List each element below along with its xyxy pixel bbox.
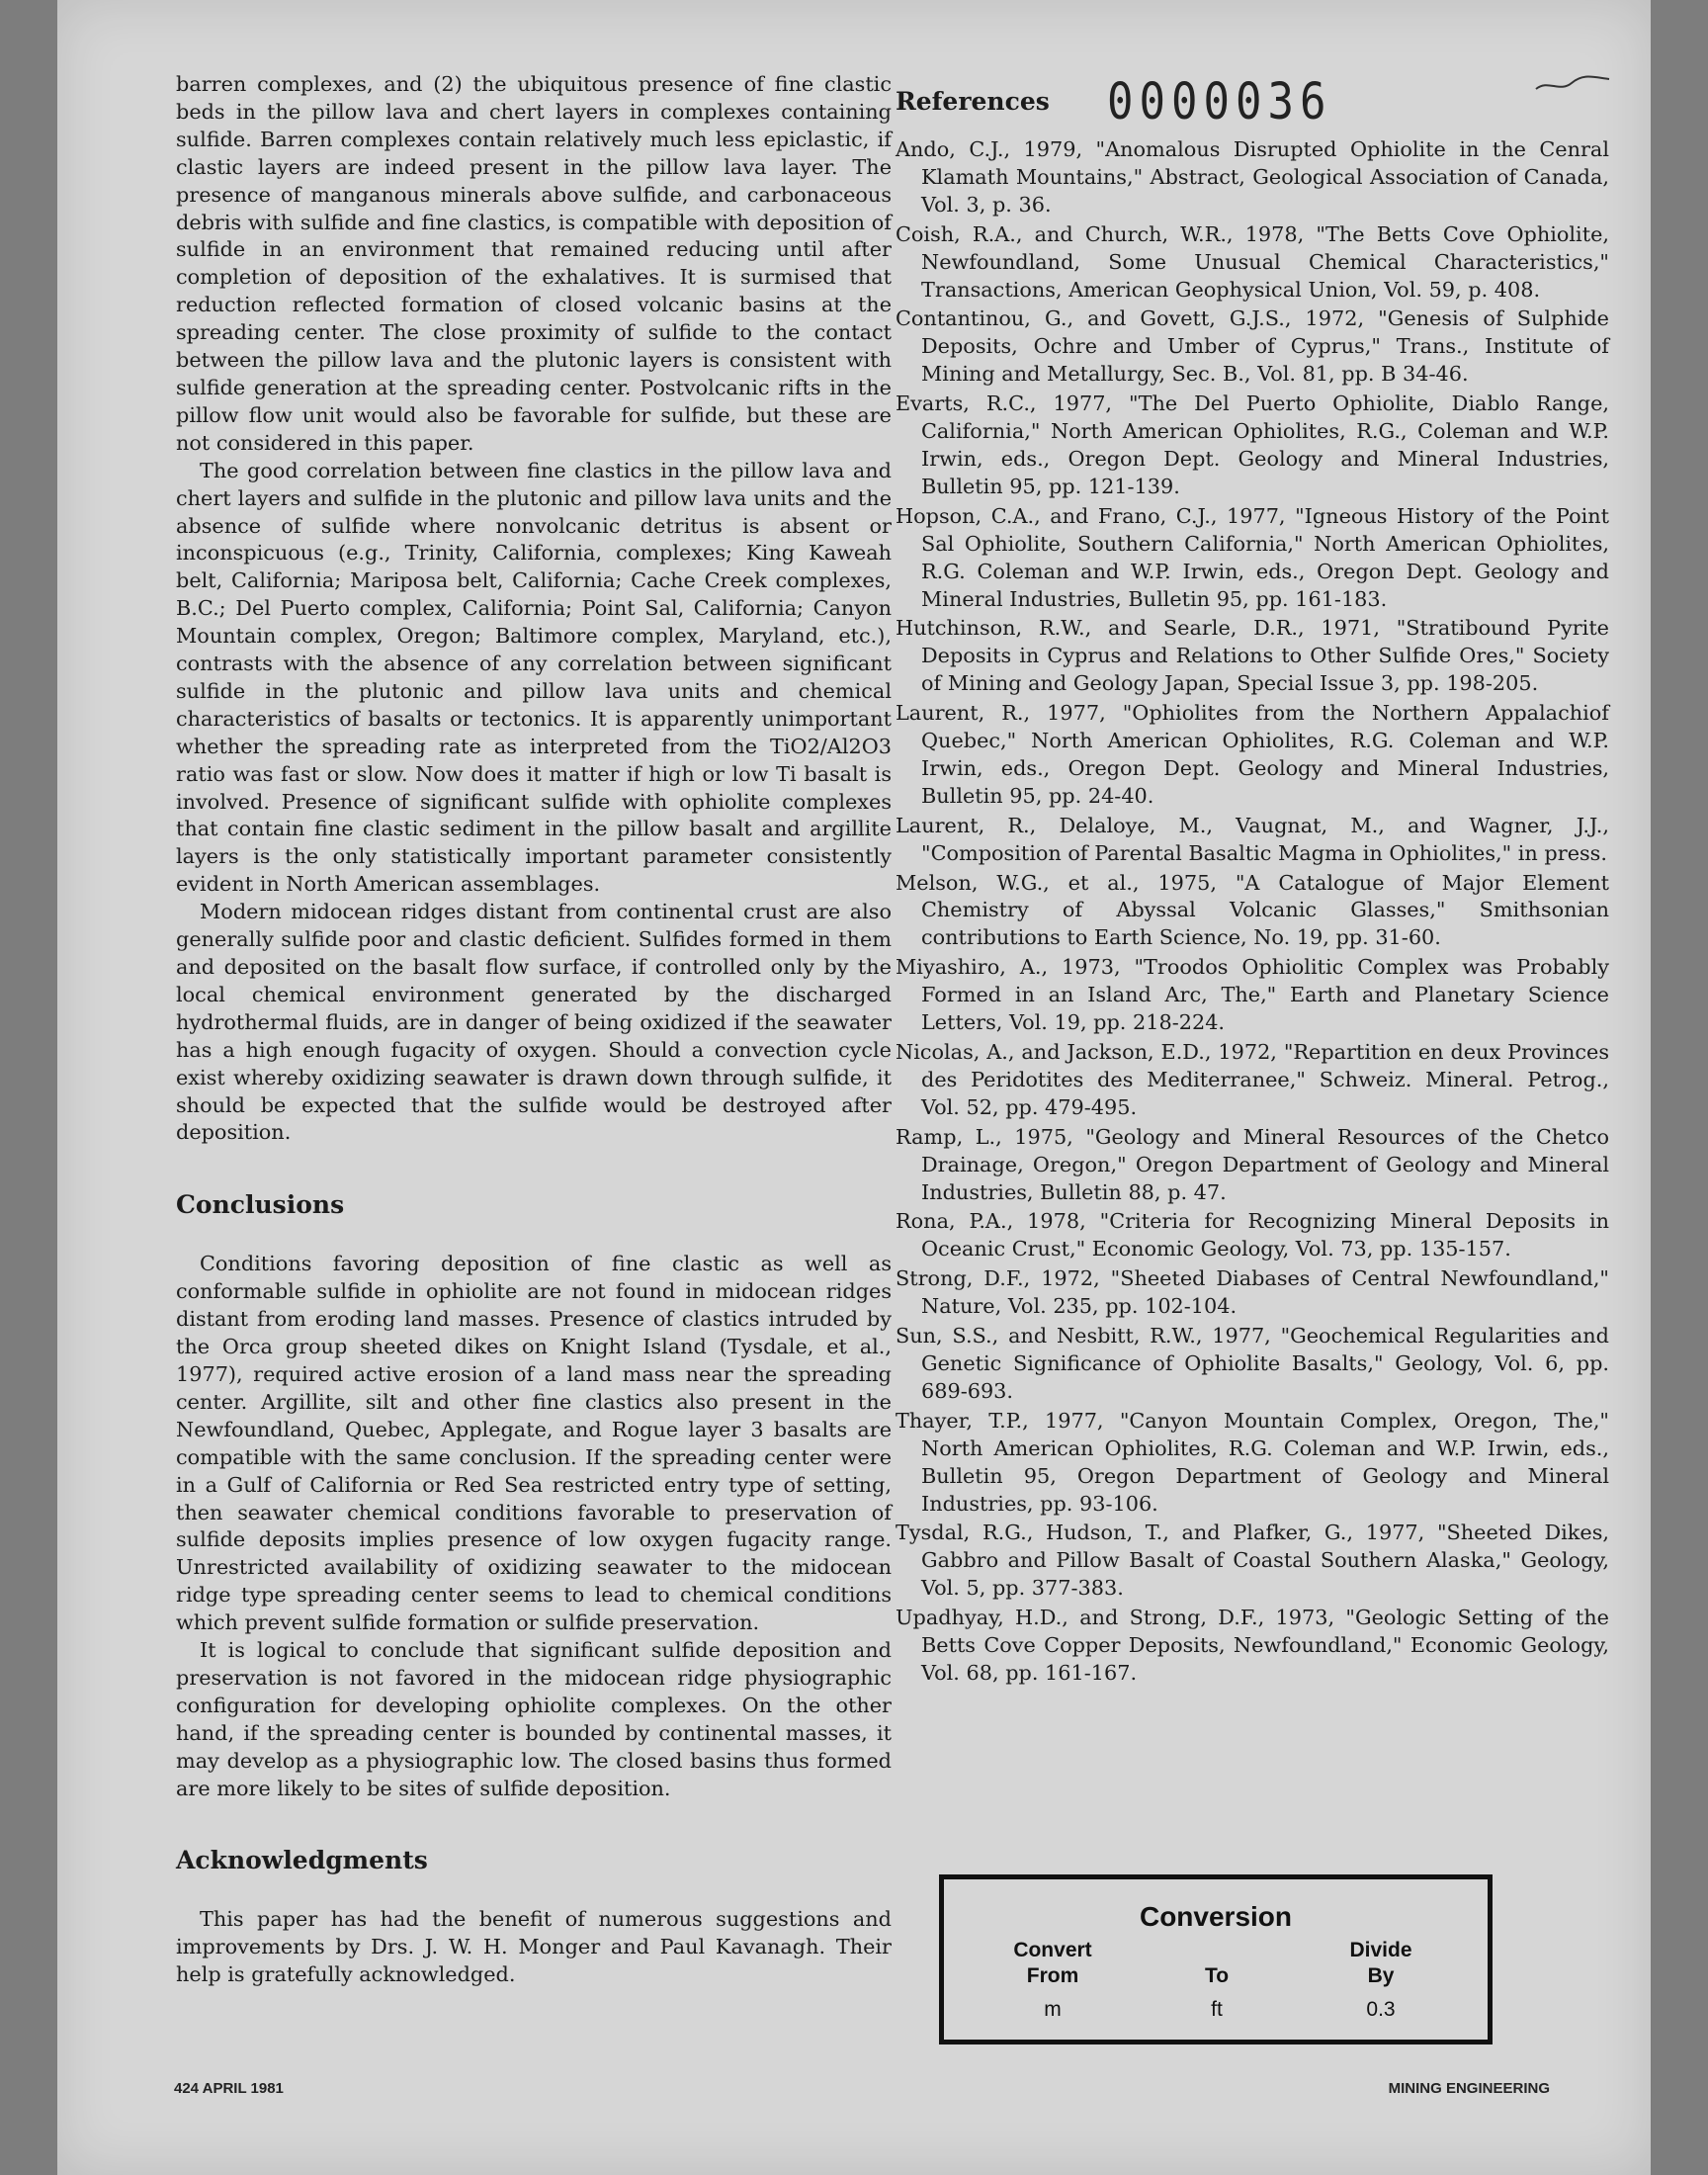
reference-item: Laurent, R., 1977, "Ophiolites from the Northern Appalachiof Quebec," North American Ophiolites, R.G. Coleman and W.P. Irwin, eds., Oregon Dept. Geology and Mineral Industries, Bulletin 95, pp. 24-40. (896, 701, 1609, 808)
body-paragraph: The good correlation between fine clastics in the pillow lava and chert layers and sulfide in the plutonic and pillow lava units and the absence of sulfide where nonvolcanic detritus is absent or inconspicuous (e.g., Trinity, California, complexes; King Kaweah belt, California; Mariposa belt, California; Cache Creek complexes, B.C.; Del Puerto complex, California; Point Sal, California; Canyon Mountain complex, Oregon; Baltimore complex, Maryland, etc.), contrasts with the absence of any correlation between significant sulfide in the plutonic and pillow lava units and chemical characteristics of basalts or tectonics. It is apparently unimportant whether the spreading rate as interpreted from the TiO2/Al2O3 ratio was fast or slow. Now does it matter if high or low Ti basalt is involved. Presence of significant sulfide with ophiolite complexes that contain fine clastic sediment in the pillow basalt and argillite layers is the only statistically important parameter consistently evident in North American assemblages. (176, 458, 892, 897)
reference-item: Evarts, R.C., 1977, "The Del Puerto Ophiolite, Diablo Range, California," North American Ophiolites, R.G., Coleman and W.P. Irwin, eds., Oregon Dept. Geology and Mineral Industries, Bulletin 95, pp. 121-139. (896, 392, 1609, 498)
reference-item: Ando, C.J., 1979, "Anomalous Disrupted Ophiolite in the Cenral Klamath Mountains," Abstract, Geological Association of Canada, Vol. 3, p. 36. (896, 137, 1609, 217)
reference-item: Coish, R.A., and Church, W.R., 1978, "The Betts Cove Ophiolite, Newfoundland, Some Unusual Chemical Characteristics," Transactions, American Geophysical Union, Vol. 59, p. 408. (896, 221, 1609, 302)
left-column (176, 71, 892, 1989)
divide-by-value: 0.3 (1366, 1998, 1396, 2021)
reference-item: Rona, P.A., 1978, "Criteria for Recognizing Mineral Deposits in Oceanic Crust," Economic Geology, Vol. 73, pp. 135-157. (896, 1209, 1609, 1262)
reference-item: Contantinou, G., and Govett, G.J.S., 1972, "Genesis of Sulphide Deposits, Ochre and Umber of Cyprus," Trans., Institute of Mining and Metallurgy, Sec. B., Vol. 81, pp. B 34-46. (896, 306, 1609, 387)
reference-item: Nicolas, A., and Jackson, E.D., 1972, "Repartition en deux Provinces des Peridotites des Mediterranee," Schweiz. Mineral. Petrog., Vol. 52, pp. 479-495. (896, 1040, 1609, 1119)
divide-header: Divide (1349, 1939, 1412, 1961)
reference-item: Hutchinson, R.W., and Searle, D.R., 1971, "Stratibound Pyrite Deposits in Cyprus and Relations to Other Sulfide Ores," Society of Mining and Geology Japan, Special Issue 3, pp. 198-205. (896, 616, 1609, 696)
conclusions-heading: Conclusions (176, 1190, 345, 1220)
references-heading: References (896, 87, 1050, 116)
acknowledgments-heading: Acknowledgments (176, 1846, 428, 1875)
to-value: ft (1211, 1998, 1223, 2021)
reference-item: Tysdal, R.G., Hudson, T., and Plafker, G., 1977, "Sheeted Dikes, Gabbro and Pillow Basalt of Coastal Southern Alaska," Geology, Vol. 5, pp. 377-383. (896, 1521, 1609, 1601)
conversion-title: Conversion (1139, 1901, 1293, 1932)
reference-item: Thayer, T.P., 1977, "Canyon Mountain Complex, Oregon, The," North American Ophiolites, R.G. Coleman and W.P. Irwin, eds., Bulletin 95, Oregon Department of Geology and Mineral Industries, pp. 93-106. (896, 1408, 1609, 1516)
body-paragraph: Conditions favoring deposition of fine clastic as well as conformable sulfide in ophiolite are not found in midocean ridges distant from eroding land masses. Presence of clastics intruded by the Orca group sheeted dikes on Knight Island (Tysdale, et al., 1977), required active erosion of a land mass near the spreading center. Argillite, silt and other fine clastics also present in the Newfoundland, Quebec, Applegate, and Rogue layer 3 basalts are compatible with the same conclusion. If the spreading center were in a Gulf of California or Red Sea restricted entry type of setting, then seawater chemical conditions favorable to preservation of sulfide deposits implies presence of low oxygen fugacity range. Unrestricted availability of oxidizing seawater to the midocean ridge type spreading center seems to lead to chemical conditions which prevent sulfide formation or sulfide preservation. (176, 1252, 892, 1635)
reference-item: Melson, W.G., et al., 1975, "A Catalogue of Major Element Chemistry of Abyssal Volcanic Glasses," Smithsonian contributions to Earth Science, No. 19, pp. 31-60. (896, 870, 1609, 950)
body-paragraph: barren complexes, and (2) the ubiquitous presence of fine clastic beds in the pillow lava and chert layers in complexes containing sulfide. Barren complexes contain relatively much less epiclastic, if clastic layers are indeed present in the pillow lava layer. The presence of manganous minerals above sulfide, and carbonaceous debris with sulfide and fine clastics, is compatible with deposition of sulfide in an environment that remained reducing until after completion of deposition of the exhalatives. It is surmised that reduction reflected formation of closed volcanic basins at the spreading center. The close proximity of sulfide to the contact between the pillow lava and the plutonic layers is consistent with sulfide generation at the spreading center. Postvolcanic rifts in the pillow flow unit would also be favorable for sulfide, but these are not considered in this paper. (176, 72, 892, 455)
reference-item: Miyashiro, A., 1973, "Troodos Ophiolitic Complex was Probably Formed in an Island Arc, The," Earth and Planetary Science Letters, Vol. 19, pp. 218-224. (896, 955, 1609, 1035)
conversion-table (939, 1874, 1493, 2044)
reference-item: Hopson, C.A., and Frano, C.J., 1977, "Igneous History of the Point Sal Ophiolite, Southern California," North American Ophiolites, R.G. Coleman and W.P. Irwin, eds., Oregon Dept. Geology and Mineral Industries, Bulletin 95, pp. 161-183. (896, 503, 1609, 611)
from-header: From (1026, 1964, 1079, 1987)
from-value: m (1044, 1998, 1062, 2021)
page-sheet (57, 0, 1651, 2175)
to-header: To (1204, 1964, 1230, 1987)
body-paragraph: Modern midocean ridges distant from continental crust are also generally sulfide poor and clastic deficient. Sulfides formed in them and deposited on the basalt flow surface, if controlled only by the local chemical environment generated by the discharged hydrothermal fluids, are in danger of being oxidized if the seawater has a high enough fugacity of oxygen. Should a convection cycle exist whereby oxidizing seawater is drawn down through sulfide, it should be expected that the sulfide would be destroyed after deposition. (176, 900, 892, 1145)
footer-journal-name: MINING ENGINEERING (1388, 2080, 1550, 2097)
reference-item: Strong, D.F., 1972, "Sheeted Diabases of Central Newfoundland," Nature, Vol. 235, pp. 102-104. (896, 1266, 1609, 1319)
document-number-stamp: 0000036 (1107, 73, 1332, 131)
body-paragraph: This paper has had the benefit of numerous suggestions and improvements by Drs. J. W. H. Monger and Paul Kavanagh. Their help is gratefully acknowledged. (176, 1907, 892, 1987)
reference-item: Laurent, R., Delaloye, M., Vaugnat, M., and Wagner, J.J., "Composition of Parental Basaltic Magma in Ophiolites," in press. (896, 813, 1609, 865)
reference-item: Sun, S.S., and Nesbitt, R.W., 1977, "Geochemical Regularities and Genetic Significance of Ophiolite Basalts," Geology, Vol. 6, pp. 689-693. (896, 1324, 1609, 1403)
by-header: By (1367, 1964, 1395, 1987)
convert-header: Convert (1013, 1939, 1092, 1961)
footer-page-date: 424 APRIL 1981 (174, 2080, 284, 2097)
reference-item: Ramp, L., 1975, "Geology and Mineral Resources of the Chetco Drainage, Oregon," Oregon Department of Geology and Mineral Industries, Bulletin 88, p. 47. (896, 1124, 1609, 1204)
pen-mark-scribble (1534, 73, 1611, 97)
reference-item: Upadhyay, H.D., and Strong, D.F., 1973, "Geologic Setting of the Betts Cove Copper Deposits, Newfoundland," Economic Geology, Vol. 68, pp. 161-167. (896, 1606, 1609, 1685)
reference-list (896, 136, 1609, 1690)
body-paragraph: It is logical to conclude that significant sulfide deposition and preservation is not favored in the midocean ridge physiographic configuration for developing ophiolite complexes. On the other hand, if the spreading center is bounded by continental masses, it may develop as a physiographic low. The closed basins thus formed are more likely to be sites of sulfide deposition. (176, 1638, 892, 1800)
